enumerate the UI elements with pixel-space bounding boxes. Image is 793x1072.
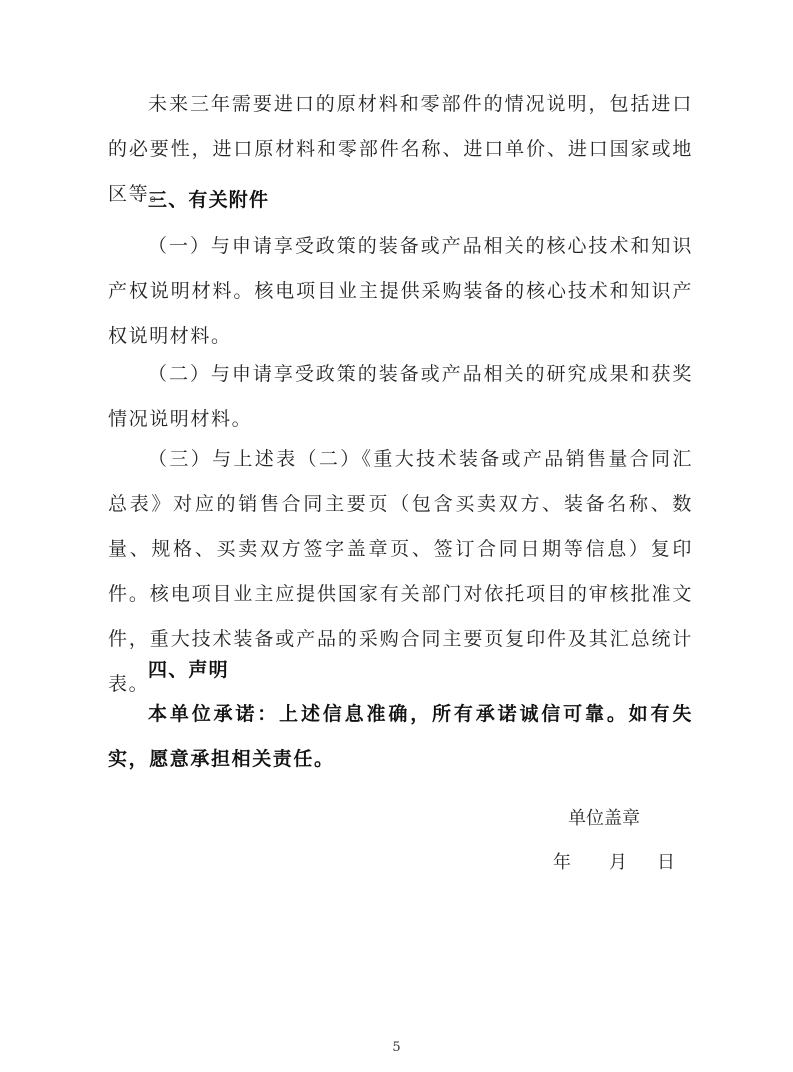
attachment-item-3: （三）与上述表（二）《重大技术装备或产品销售量合同汇总表》对应的销售合同主要页（包含买卖双方、装备名称、数量、规格、买卖双方签字盖章页、签订合同日期等信息）复印件。核电项目业主应提供国家有关部门对依托项目的审核批准文件，重大技术装备或产品的采购合同主要页复印件及其汇总统计表。 [108, 448, 693, 695]
page-number: 5 [392, 1040, 401, 1055]
date-day-label: 日 [657, 852, 675, 873]
date-year-label: 年 [553, 852, 571, 873]
attachment-item-2: （二）与申请享受政策的装备或产品相关的研究成果和获奖情况说明材料。 [108, 363, 693, 430]
declaration-statement: 本单位承诺：上述信息准确，所有承诺诚信可靠。如有失实，愿意承担相关责任。 [108, 703, 693, 770]
section-4-heading: 四、声明 [148, 659, 229, 681]
unit-seal-label: 单位盖章 [568, 808, 640, 829]
attachment-item-1: （一）与申请享受政策的装备或产品相关的核心技术和知识产权说明材料。核电项目业主提供采购装备的核心技术和知识产权说明材料。 [108, 235, 693, 347]
section-3-heading: 三、有关附件 [148, 189, 270, 211]
date-month-label: 月 [609, 852, 627, 873]
intro-paragraph: 未来三年需要进口的原材料和零部件的情况说明，包括进口的必要性，进口原材料和零部件名称、进口单价、进口国家或地区等。 [108, 93, 693, 205]
